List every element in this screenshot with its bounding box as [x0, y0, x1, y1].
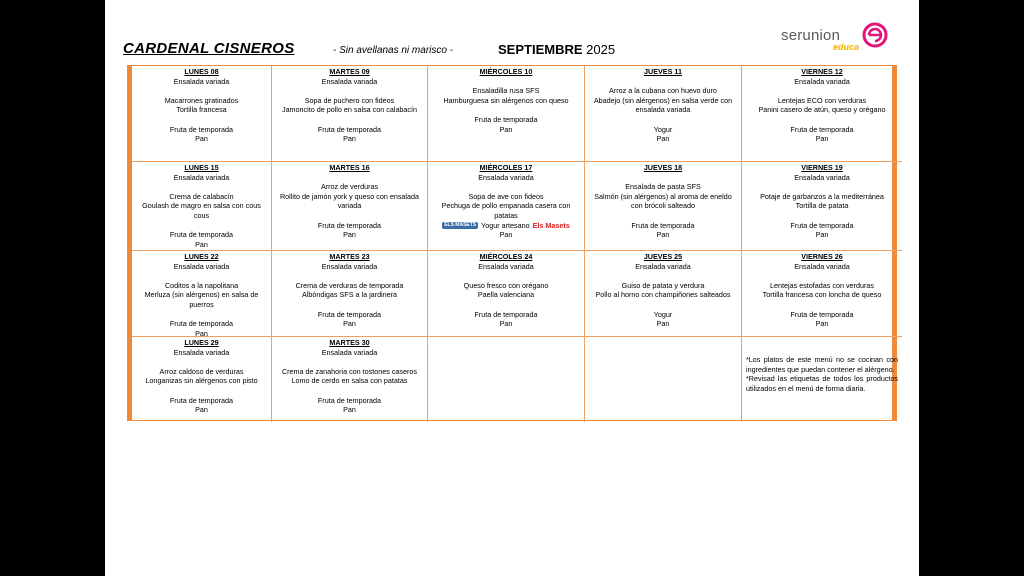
bread: Pan	[656, 319, 670, 329]
second-course: Panini casero de atún, queso y orégano	[758, 105, 886, 115]
note-line-2: *Revisad las etiquetas de todos los productos utilizados en el menú de forma diaria.	[746, 374, 898, 393]
second-course: Pechuga de pollo empanada casera con patatas	[441, 201, 571, 220]
starter: Ensalada variada	[635, 261, 691, 271]
second-course: Hamburguesa sin alérgenos con queso	[443, 95, 569, 105]
day-label: JUEVES 11	[644, 67, 682, 76]
starter: Ensalada variada	[794, 76, 850, 86]
first-course: Guiso de patata y verdura	[621, 280, 705, 290]
first-course: Arroz de verduras	[320, 182, 379, 192]
second-course: Salmón (sin alérgenos) al aroma de eneldo con brócoli salteado	[594, 191, 732, 211]
starter: Ensalada variada	[173, 261, 230, 271]
first-course: Crema de verduras de temporada	[295, 280, 404, 290]
dessert-text: Yogur artesano	[481, 220, 530, 230]
day-label: LUNES 15	[184, 163, 219, 172]
bread: Pan	[815, 319, 829, 329]
starter: Ensalada variada	[321, 347, 378, 357]
day-cell	[585, 251, 742, 337]
month-year: 2025	[586, 42, 616, 57]
bread: Pan	[499, 124, 513, 134]
day-cell	[272, 66, 428, 162]
bread: Pan	[343, 319, 356, 329]
first-course: Lentejas estofadas con verduras	[770, 280, 874, 290]
dessert: Fruta de temporada	[790, 309, 854, 319]
starter: Ensalada variada	[321, 76, 378, 86]
day-cell	[272, 251, 428, 337]
day-label: LUNES 29	[184, 338, 219, 347]
bread: Pan	[195, 134, 208, 144]
dessert: Fruta de temporada	[790, 220, 854, 230]
dessert: Fruta de temporada	[317, 309, 382, 319]
second-course: Lomo de cerdo en salsa con patatas	[291, 376, 408, 386]
starter: Ensalada variada	[173, 76, 230, 86]
day-cell	[742, 251, 902, 337]
bread: Pan	[656, 134, 670, 144]
dessert: Fruta de temporada	[317, 124, 382, 134]
first-course: Sopa de ave con fideos	[468, 191, 544, 201]
day-label: VIERNES 12	[801, 67, 843, 76]
second-course: Merluza (sin alérgenos) en salsa de puerros	[144, 290, 259, 309]
day-cell	[272, 162, 428, 251]
day-label: MARTES 23	[329, 252, 370, 261]
menu-page	[105, 0, 919, 576]
first-course: Macarrones gratinados	[164, 95, 239, 105]
day-label: MIÉRCOLES 10	[479, 67, 533, 76]
month-heading	[498, 42, 615, 57]
logo-sub-text: educa	[833, 42, 860, 52]
bread: Pan	[343, 230, 356, 240]
day-cell	[742, 162, 902, 251]
logo-spiral-icon	[862, 22, 888, 48]
day-label: MIÉRCOLES 24	[479, 252, 533, 261]
second-course: Abadejo (sin alérgenos) en salsa verde con ensalada variada	[593, 95, 733, 115]
starter: Ensalada variada	[173, 347, 230, 357]
bread: Pan	[499, 319, 513, 329]
school-title: CARDENAL CISNEROS	[123, 40, 295, 57]
day-label: VIERNES 19	[801, 163, 843, 172]
bread: Pan	[195, 239, 208, 249]
dessert: Fruta de temporada	[169, 124, 234, 134]
dessert: Yogur	[653, 309, 673, 319]
day-label: MARTES 30	[329, 338, 370, 347]
second-course: Tortilla francesa con loncha de queso	[762, 290, 882, 300]
serunion-logo	[777, 22, 897, 56]
dessert: Yogur	[653, 124, 673, 134]
first-course: Arroz caldoso de verduras	[159, 366, 244, 376]
day-cell	[428, 162, 585, 251]
starter: Ensalada variada	[478, 172, 534, 182]
logo-brand-text: serunion	[781, 27, 841, 44]
day-cell	[132, 337, 272, 422]
first-course: Potaje de garbanzos a la mediterránea	[760, 191, 884, 201]
dessert-brand: Els Masets	[532, 220, 570, 230]
dessert: Fruta de temporada	[790, 124, 854, 134]
day-cell	[272, 337, 428, 422]
starter: Ensalada variada	[173, 172, 230, 182]
dessert: Fruta de temporada	[474, 309, 538, 319]
first-course: Coditos a la napolitana	[164, 280, 239, 290]
bread: Pan	[195, 328, 208, 337]
day-cell	[585, 66, 742, 162]
second-course: Goulash de magro en salsa con cous cous	[142, 201, 261, 220]
first-course: Arroz a la cubana con huevo duro	[609, 86, 717, 96]
first-course: Crema de zanahoria con tostones caseros	[281, 366, 418, 376]
day-label: MARTES 16	[329, 163, 370, 172]
bread: Pan	[815, 134, 829, 144]
bread: Pan	[343, 134, 356, 144]
bread: Pan	[195, 405, 208, 415]
second-course: Tortilla de patata	[795, 201, 849, 211]
menu-subtitle: - Sin avellanas ni marisco -	[333, 45, 454, 56]
note-line-1: *Los platos de este menú no se cocinan con ingredientes que puedan contener el alérgeno.	[746, 355, 898, 374]
starter: Ensalada variada	[794, 172, 850, 182]
bread: Pan	[815, 230, 829, 240]
day-cell	[428, 66, 585, 162]
bread: Pan	[499, 230, 513, 240]
day-cell	[132, 251, 272, 337]
day-cell	[132, 162, 272, 251]
day-label: LUNES 08	[184, 67, 219, 76]
day-label: JUEVES 18	[643, 163, 683, 172]
month-name: SEPTIEMBRE	[498, 42, 583, 57]
second-course: Pollo al horno con champiñones salteados	[595, 290, 731, 300]
first-course: Ensalada de pasta SFS	[625, 182, 701, 192]
day-cell	[132, 66, 272, 162]
second-course: Rollito de jamón york y queso con ensalada variada	[279, 191, 420, 211]
day-cell	[585, 162, 742, 251]
menu-grid	[127, 65, 897, 421]
first-course: Ensaladilla rusa SFS	[472, 86, 540, 96]
first-course: Queso fresco con orégano	[463, 280, 549, 290]
bread: Pan	[656, 230, 670, 240]
els-masets-logo: ELS MASETS	[444, 221, 477, 228]
allergen-note	[742, 337, 902, 422]
empty-cell	[428, 337, 585, 422]
dessert: Fruta de temporada	[317, 395, 382, 405]
day-cell	[428, 251, 585, 337]
second-course: Albóndigas SFS a la jardinera	[301, 290, 398, 300]
second-course: Longanizas sin alérgenos con pisto	[145, 376, 258, 386]
day-label: LUNES 22	[184, 252, 219, 261]
empty-cell	[585, 337, 742, 422]
dessert: Fruta de temporada	[169, 230, 234, 240]
dessert: Fruta de temporada	[169, 319, 234, 329]
day-label: VIERNES 26	[801, 252, 843, 261]
first-course: Crema de calabacín	[169, 191, 234, 201]
first-course: Lentejas ECO con verduras	[777, 95, 867, 105]
starter: Ensalada variada	[321, 261, 378, 271]
second-course: Paella valenciana	[477, 290, 535, 300]
day-cell	[742, 66, 902, 162]
dessert	[431, 221, 581, 231]
dessert: Fruta de temporada	[317, 220, 382, 230]
second-course: Jamoncito de pollo en salsa con calabacín	[281, 105, 418, 115]
dessert: Fruta de temporada	[474, 114, 538, 124]
starter: Ensalada variada	[478, 261, 534, 271]
bread: Pan	[343, 405, 356, 415]
second-course: Tortilla francesa	[176, 105, 227, 115]
day-label: MIÉRCOLES 17	[479, 163, 533, 172]
dessert: Fruta de temporada	[631, 220, 695, 230]
starter: Ensalada variada	[794, 261, 850, 271]
day-label: JUEVES 25	[643, 252, 683, 261]
first-course: Sopa de puchero con fideos	[304, 95, 395, 105]
day-label: MARTES 09	[329, 67, 370, 76]
dessert: Fruta de temporada	[169, 395, 234, 405]
